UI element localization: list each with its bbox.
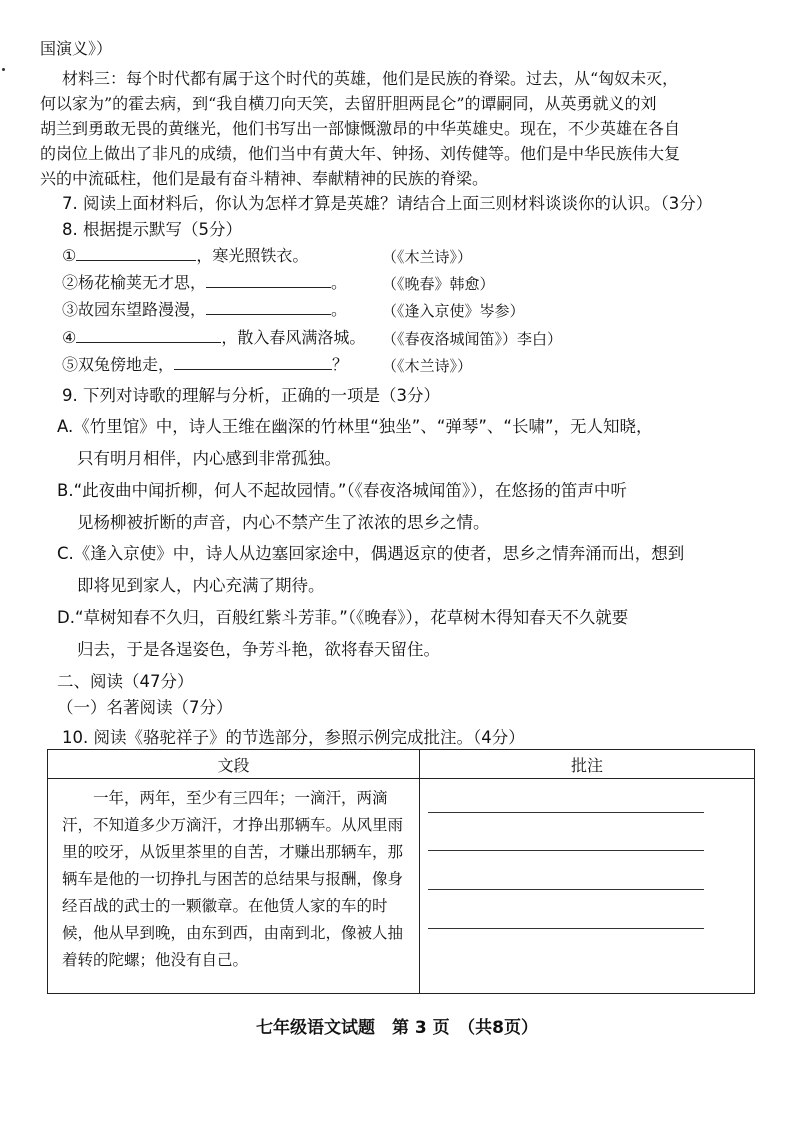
option-d-cont: 归去，于是各逞姿色，争芳斗艳，欲将春天留住。: [77, 640, 440, 659]
answer-blank[interactable]: [206, 271, 331, 288]
dictation-suffix: 。: [331, 300, 348, 319]
answer-blank[interactable]: [76, 326, 221, 343]
section-2-heading: 二、阅读（47分）: [57, 672, 194, 691]
question-9-title: 9. 下列对诗歌的理解与分析，正确的一项是（3分）: [62, 386, 440, 405]
top-continuation-line: 国演义》）: [40, 39, 113, 58]
option-c-cont: 即将见到家人，内心充满了期待。: [77, 576, 325, 595]
answer-blank[interactable]: [174, 353, 332, 370]
dictation-prefix: ②杨花榆荚无才思，: [62, 273, 207, 292]
dictation-source: （《木兰诗》）: [382, 248, 473, 266]
option-b-cont: 见杨柳被折断的声音，内心不禁产生了浓浓的思乡之情。: [77, 513, 490, 532]
dictation-item-4: [62, 326, 365, 349]
section-2-1-heading: （一）名著阅读（7分）: [57, 698, 233, 717]
dictation-prefix: ①: [62, 246, 77, 265]
annotation-answer-line[interactable]: [428, 928, 704, 929]
scan-dot: [2, 68, 5, 71]
option-a[interactable]: A.《竹里馆》中，诗人王维在幽深的竹林里“独坐”、“弹琴”、“长啸”，无人知晓，: [57, 417, 653, 436]
annotation-answer-line[interactable]: [428, 889, 704, 890]
dictation-item-2: [62, 271, 347, 294]
annotation-answer-line[interactable]: [428, 812, 704, 813]
option-a-cont: 只有明月相伴，内心感到非常孤独。: [77, 449, 341, 468]
option-c[interactable]: C.《逢入京使》中，诗人从边塞回家途中，偶遇返京的使者，思乡之情奔涌而出，想到: [57, 544, 685, 563]
page-footer: 七年级语文试题 第 3 页 （共8页）: [256, 1018, 538, 1038]
option-d[interactable]: D.“草树知春不久归，百般红紫斗芳菲。”（《晚春》），花草树木得知春天不久就要: [57, 608, 629, 627]
dictation-source: （《春夜洛城闻笛》）李白）: [382, 330, 563, 348]
material-3-line: 兴的中流砥柱，他们是最有奋斗精神、奉献精神的民族的脊梁。: [40, 169, 489, 188]
dictation-prefix: ④: [62, 328, 77, 347]
annotation-table: [47, 749, 755, 994]
material-3-line: 何以家为”的霍去病，到“我自横刀向天笑，去留肝胆两昆仑”的谭嗣同，从英勇就义的刘: [40, 94, 657, 113]
annotation-answer-line[interactable]: [428, 850, 704, 851]
material-3-line: 的岗位上做出了非凡的成绩，他们当中有黄大年、钟扬、刘传健等。他们是中华民族伟大复: [40, 144, 681, 163]
dictation-suffix: ，散入春风满洛城。: [221, 328, 366, 347]
question-8-title: 8. 根据提示默写（5分）: [62, 220, 242, 239]
dictation-item-5: [62, 353, 348, 376]
dictation-suffix: 。: [331, 273, 348, 292]
passage-text: 一年，两年，至少有三四年；一滴汗，两滴汗，不知道多少万滴汗，才挣出那辆车。从风里雨里的咬牙，从饭里茶里的自苦，才赚出那辆车，那辆车是他的一切挣扎与困苦的总结果与报酬，像身经百战的武士的一颗徽章。在他赁人家的车的时候，他从早到晚，由东到西，由南到北，像被人抽着转的陀螺；他没有自己。: [62, 789, 404, 969]
dictation-item-1: [62, 244, 308, 267]
passage-cell: [48, 779, 420, 994]
dictation-item-3: [62, 298, 347, 321]
answer-blank[interactable]: [206, 298, 331, 315]
dictation-source: （《逢入京使》岑参）: [382, 302, 525, 320]
column-header-annotation: 批注: [420, 750, 755, 779]
dictation-suffix: ，寒光照铁衣。: [196, 246, 309, 265]
material-3-line: 材料三：每个时代都有属于这个时代的英雄，他们是民族的脊梁。过去，从“匈奴未灭，: [62, 69, 679, 88]
material-3-line: 胡兰到勇敢无畏的黄继光，他们书写出一部慷慨激昂的中华英雄史。现在，不少英雄在各自: [40, 119, 681, 138]
question-10: 10. 阅读《骆驼祥子》的节选部分，参照示例完成批注。（4分）: [62, 728, 525, 747]
column-header-passage: 文段: [48, 750, 420, 779]
question-7: 7. 阅读上面材料后，你认为怎样才算是英雄？请结合上面三则材料谈谈你的认识。（3分）: [62, 194, 713, 213]
answer-blank[interactable]: [76, 244, 196, 261]
dictation-source: （《木兰诗》）: [382, 357, 473, 375]
option-b[interactable]: B.“此夜曲中闻折柳，何人不起故园情。”（《春夜洛城闻笛》），在悠扬的笛声中听: [57, 481, 627, 500]
annotation-cell[interactable]: [420, 779, 755, 994]
dictation-prefix: ③故园东望路漫漫，: [62, 300, 207, 319]
dictation-source: （《晚春》韩愈）: [382, 275, 495, 293]
dictation-prefix: ⑤双兔傍地走，: [62, 355, 175, 374]
dictation-suffix: ？: [332, 355, 349, 374]
